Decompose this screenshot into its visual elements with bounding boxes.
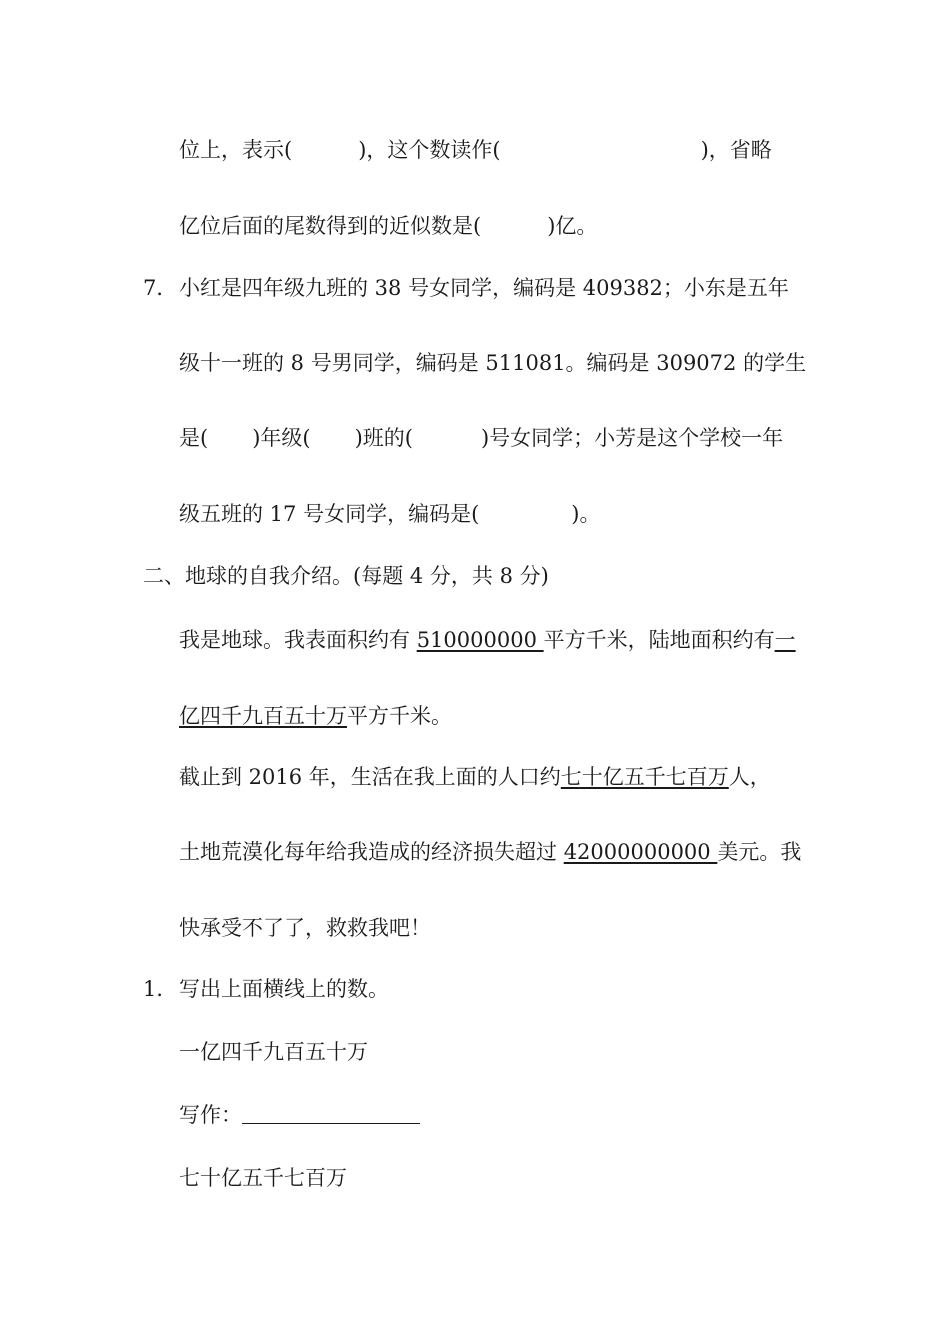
q6-line-1 — [179, 136, 772, 164]
section-2-heading: 二、地球的自我介绍。(每题 4 分，共 8 分) — [143, 564, 549, 588]
q6-text-1c: )，省略 — [700, 138, 772, 162]
q7-line-1: 小红是四年级九班的 38 号女同学，编码是 409382；小东是五年 — [179, 276, 789, 300]
earth-para-line-3 — [179, 763, 771, 791]
item-1-chinese-number: 一亿四千九百五十万 — [179, 1040, 368, 1064]
q6-line-2 — [179, 212, 597, 240]
earth-text: 土地荒漠化每年给我造成的经济损失超过 — [179, 840, 564, 864]
sub-question-1-text: 写出上面横线上的数。 — [179, 977, 389, 1001]
underlined-number: 一 — [774, 628, 796, 652]
q7-text-4b: )。 — [571, 502, 601, 526]
q7-text-3a: 是( — [179, 426, 209, 450]
q7-number: 7． — [143, 276, 178, 300]
earth-text: 截止到 2016 年，生活在我上面的人口约 — [179, 765, 561, 789]
underlined-number: 七十亿五千七百万 — [560, 765, 729, 789]
earth-text: 人， — [728, 765, 771, 789]
earth-text: 我是地球。我表面积约有 — [179, 628, 417, 652]
underlined-number: 510000000 — [416, 628, 544, 652]
q7-text-4a: 级五班的 17 号女同学，编码是( — [179, 502, 480, 526]
q7-text-3c: )班的( — [354, 426, 413, 450]
q6-text-1b: )，这个数读作( — [358, 138, 501, 162]
q7-line-3 — [179, 424, 783, 452]
earth-para-line-5: 快承受不了了，救救我吧！ — [179, 916, 431, 940]
q7-line-4 — [179, 500, 600, 528]
q7-text-3d: )号女同学；小芳是这个学校一年 — [480, 426, 784, 450]
earth-text: 平方千米，陆地面积约有 — [543, 628, 775, 652]
earth-text: 美元。我 — [717, 840, 802, 864]
earth-para-line-2 — [179, 702, 452, 730]
earth-para-line-1 — [179, 626, 796, 654]
earth-text: 平方千米。 — [347, 704, 452, 728]
write-label: 写作： — [179, 1103, 242, 1127]
write-answer-blank[interactable] — [242, 1103, 420, 1124]
q6-text-1a: 位上，表示( — [179, 138, 293, 162]
q7-text-3b: )年级( — [252, 426, 311, 450]
underlined-number: 亿四千九百五十万 — [179, 704, 347, 728]
q6-text-2b: )亿。 — [547, 214, 598, 238]
item-2-chinese-number: 七十亿五千七百万 — [179, 1166, 347, 1190]
q7-line-2: 级十一班的 8 号男同学，编码是 511081。编码是 309072 的学生 — [179, 351, 807, 375]
q6-text-2a: 亿位后面的尾数得到的近似数是( — [179, 214, 482, 238]
underlined-number: 42000000000 — [563, 840, 718, 864]
write-answer-row — [179, 1101, 420, 1129]
sub-question-1-number: 1． — [143, 977, 178, 1001]
earth-para-line-4 — [179, 838, 801, 866]
